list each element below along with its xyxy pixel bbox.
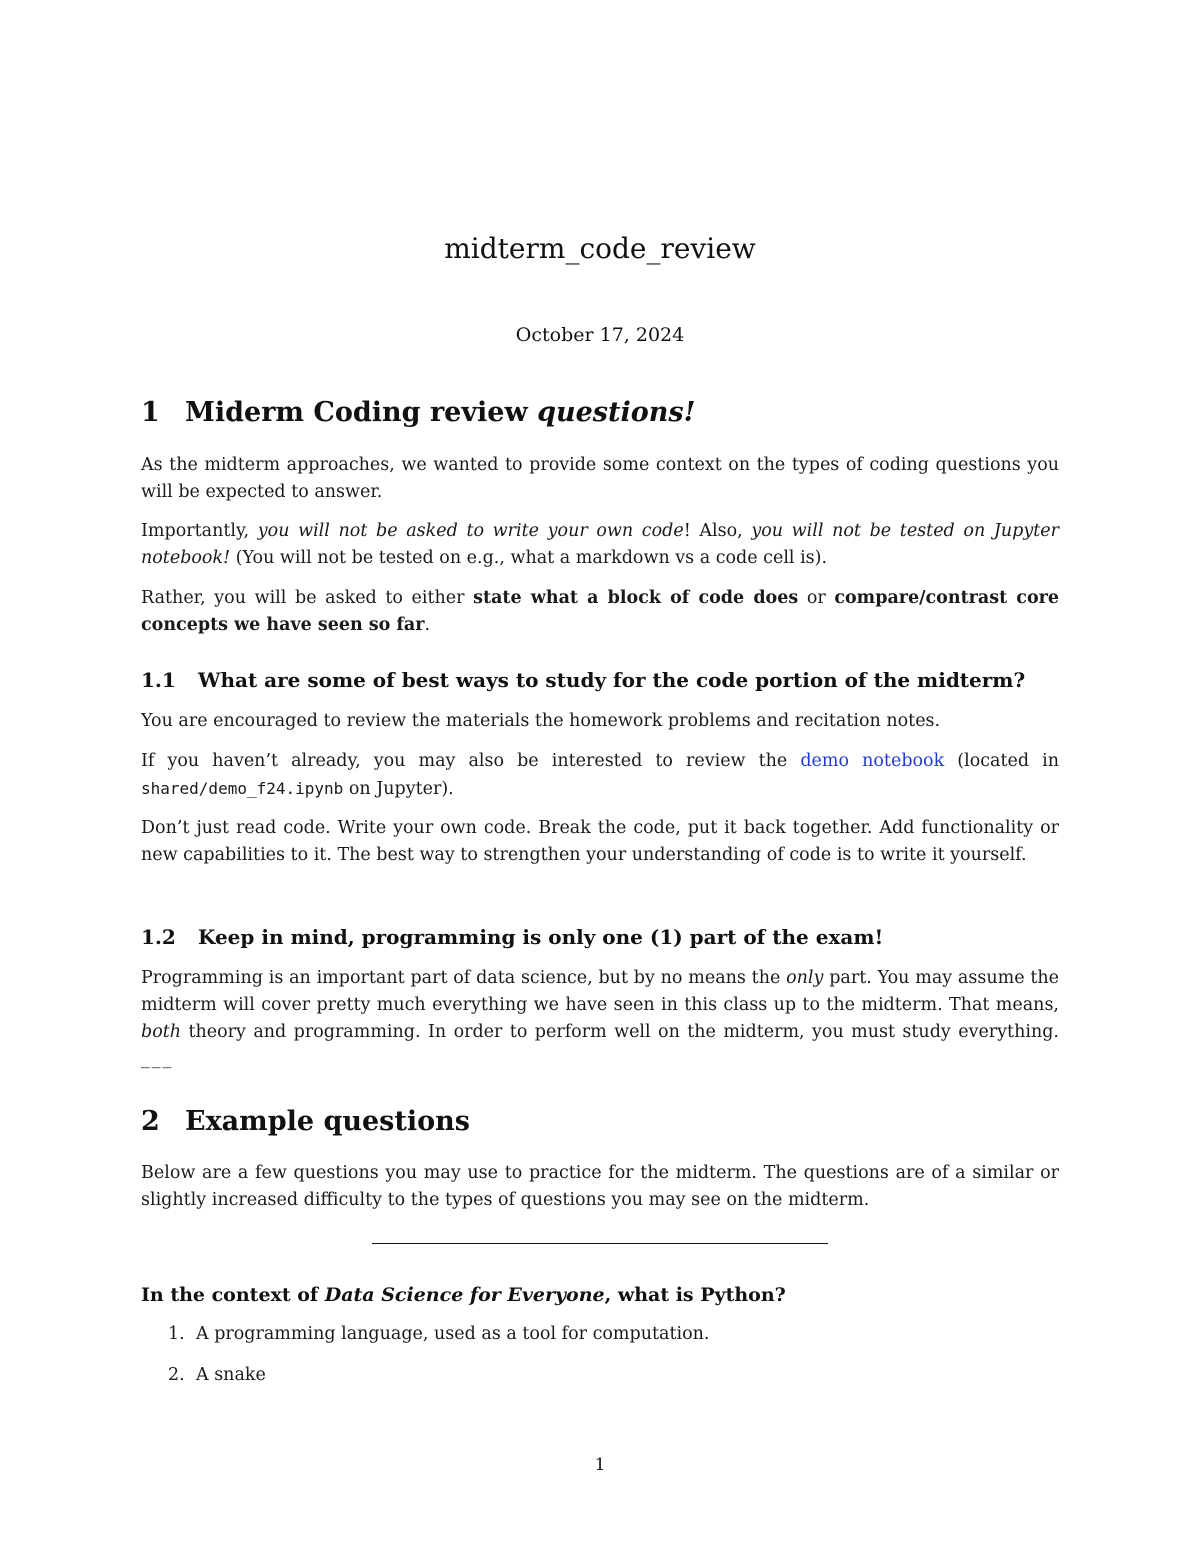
- text-run: Importantly,: [141, 521, 258, 541]
- option-text: A snake: [196, 1365, 266, 1385]
- subsection-number: 1.2: [141, 925, 176, 949]
- text-run: In the context of: [141, 1284, 325, 1306]
- horizontal-rule: [372, 1243, 828, 1244]
- paragraph-programming-part: [141, 965, 1059, 1073]
- text-run: Rather, you will be asked to either: [141, 588, 474, 608]
- paragraph-demo-notebook: [141, 748, 1059, 803]
- paragraph-intro: As the midterm approaches, we wanted to provide some context on the types of coding questions you will be expected to answer.: [141, 455, 1059, 502]
- answer-option-1: [168, 1324, 709, 1344]
- answer-option-2: [168, 1365, 266, 1385]
- text-run: on Jupyter).: [343, 779, 454, 799]
- section-title-emphasis: questions!: [537, 397, 696, 428]
- section-1-heading: [141, 397, 695, 428]
- text-run: or: [798, 588, 835, 608]
- emphasis-both: both: [141, 1022, 182, 1042]
- emphasis-only: only: [786, 968, 824, 988]
- text-run: (located in: [944, 751, 1060, 771]
- text-run: theory and programming. In order to perform well on the midterm, you must study everything.: [181, 1022, 1059, 1042]
- bold-compare-contrast: compare/contrast core concepts we have seen so far: [141, 588, 1059, 635]
- option-number: 2.: [168, 1365, 185, 1385]
- question-heading: [141, 1284, 786, 1306]
- paragraph-write-code: Don’t just read code. Write your own code. Break the code, put it back together. Add functionality or new capabilities to it. The best way to strengthen your understanding of code is to write it yourself.: [141, 818, 1059, 865]
- emphasis-own-code: you will not be asked to write your own code: [257, 521, 684, 541]
- subsection-1-1-heading: [141, 668, 1025, 692]
- subsection-title: What are some of best ways to study for the code portion of the midterm?: [198, 668, 1026, 692]
- page-number: 1: [594, 1455, 606, 1475]
- section-number: 2: [141, 1106, 160, 1137]
- text-run: ! Also,: [683, 521, 752, 541]
- section-title: Example questions: [185, 1106, 470, 1137]
- document-title: midterm_code_review: [444, 232, 756, 265]
- subsection-number: 1.1: [141, 668, 176, 692]
- text-run: part. You may assume the midterm will cover pretty much everything we have seen in this class up to the midterm. That means,: [141, 968, 1059, 1015]
- text-run: , what is Python?: [604, 1284, 786, 1306]
- paragraph-review-materials: You are encouraged to review the materials the homework problems and recitation notes.: [141, 711, 941, 731]
- document-date: October 17, 2024: [515, 324, 685, 346]
- paragraph-rather: [141, 585, 1059, 639]
- section-number: 1: [141, 397, 160, 428]
- subsection-title: Keep in mind, programming is only one (1) part of the exam!: [198, 925, 884, 949]
- underscore-marks: ___: [141, 1049, 174, 1069]
- bold-state-code: state what a block of code does: [473, 588, 799, 608]
- subsection-1-2-heading: [141, 925, 883, 949]
- paragraph-example-intro: Below are a few questions you may use to practice for the midterm. The questions are of a similar or slightly increased difficulty to the types of questions you may see on the midterm.: [141, 1163, 1059, 1210]
- text-run: If you haven’t already, you may also be interested to review the: [141, 751, 801, 771]
- emphasis-course-name: Data Science for Everyone: [324, 1284, 605, 1306]
- section-title: Miderm Coding review: [185, 397, 538, 428]
- emphasis-jupyter: you will not be tested on Jupyter notebook!: [141, 521, 1059, 568]
- text-run: .: [424, 615, 431, 635]
- section-2-heading: [141, 1106, 470, 1137]
- text-run: (You will not be tested on e.g., what a markdown vs a code cell is).: [230, 548, 828, 568]
- demo-notebook-link[interactable]: demo notebook: [800, 751, 945, 771]
- option-text: A programming language, used as a tool for computation.: [196, 1324, 710, 1344]
- option-number: 1.: [168, 1324, 185, 1344]
- paragraph-importantly: [141, 518, 1059, 572]
- code-path: shared/demo_f24.ipynb: [141, 779, 344, 798]
- text-run: Programming is an important part of data science, but by no means the: [141, 968, 787, 988]
